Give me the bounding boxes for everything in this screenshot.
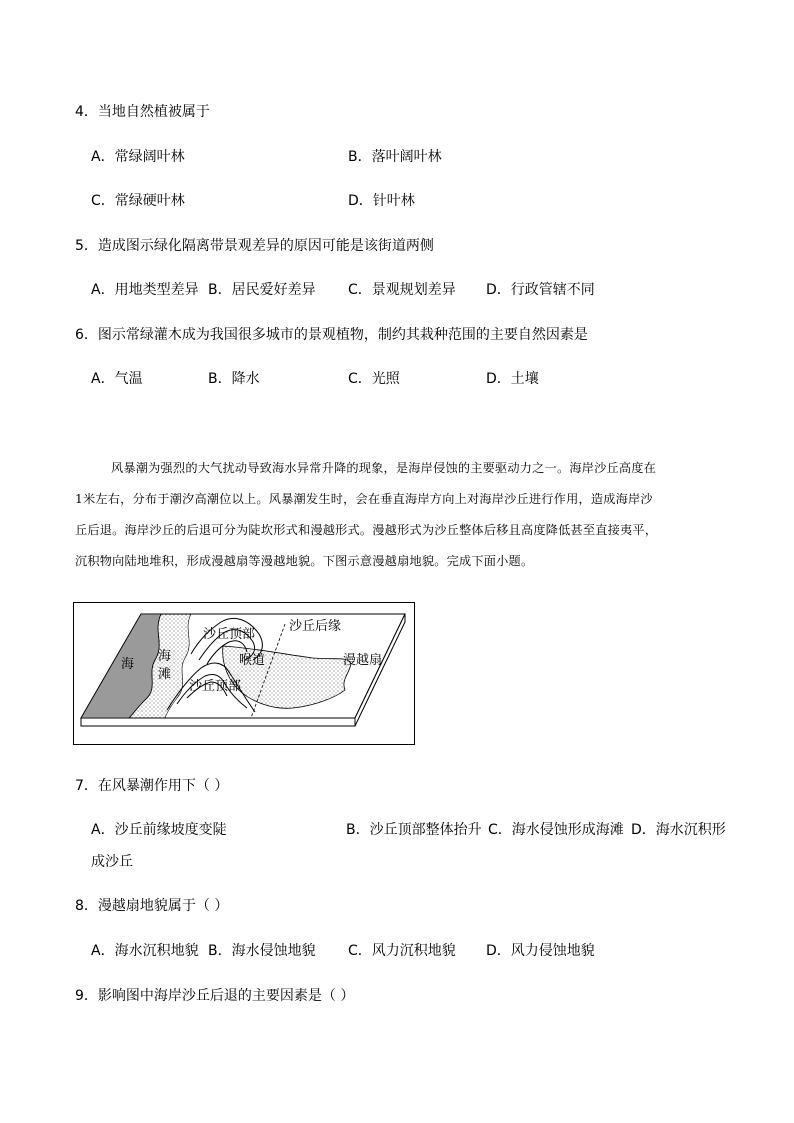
question-4-option-b: B．落叶阔叶林: [348, 149, 442, 165]
question-5-stem: 5．造成图示绿化隔离带景观差异的原因可能是该街道两侧: [75, 238, 434, 254]
label-dune-top-lower: 沙丘顶部: [189, 679, 242, 694]
question-5-option-d: D．行政管辖不同: [486, 282, 595, 298]
passage-line-1: 风暴潮为强烈的大气扰动导致海水异常升降的现象，是海岸侵蚀的主要驱动力之一。海岸沙丘高度在: [111, 461, 657, 475]
question-7-option-c: C．海水侵蚀形成海滩: [488, 822, 624, 838]
question-7-option-d-continued: 成沙丘: [91, 854, 133, 870]
question-4-option-c: C．常绿硬叶林: [91, 193, 185, 209]
label-sea: 海: [121, 657, 135, 672]
question-5-option-b: B．居民爱好差异: [208, 282, 316, 298]
passage-line-2: 1米左右，分布于潮汐高潮位以上。风暴潮发生时，会在垂直海岸方向上对海岸沙丘进行作用，造成海岸沙: [75, 492, 653, 506]
question-6-option-c: C．光照: [348, 371, 400, 387]
question-7-stem: 7．在风暴潮作用下（ ）: [75, 778, 229, 794]
question-6-stem: 6．图示常绿灌木成为我国很多城市的景观植物，制约其栽种范围的主要自然因素是: [75, 327, 588, 343]
question-7-option-d: D．海水沉积形: [631, 822, 726, 838]
passage-line-3: 丘后退。海岸沙丘的后退可分为陡坎形式和漫越形式。漫越形式为沙丘整体后移且高度降低甚至直接夷平，: [75, 523, 658, 537]
question-8-option-b: B．海水侵蚀地貌: [208, 943, 316, 959]
question-4-option-d: D．针叶林: [348, 193, 415, 209]
ground-slab-front: [81, 718, 355, 726]
question-4-stem: 4．当地自然植被属于: [75, 104, 210, 120]
label-dune-rear: 沙丘后缘: [289, 619, 342, 634]
question-8-option-c: C．风力沉积地貌: [348, 943, 456, 959]
label-beach-1: 海: [158, 649, 172, 664]
question-5-option-a: A．用地类型差异: [91, 282, 199, 298]
reading-passage: [75, 453, 725, 577]
overwash-fan-diagram: [73, 602, 415, 745]
question-7-option-b: B．沙丘顶部整体抬升: [346, 822, 482, 838]
label-beach-2: 滩: [158, 667, 172, 682]
question-8-stem: 8．漫越扇地貌属于（ ）: [75, 898, 229, 914]
label-overwash-fan: 漫越扇: [343, 653, 383, 668]
question-8-option-d: D．风力侵蚀地貌: [486, 943, 595, 959]
label-dune-top-upper: 沙丘顶部: [203, 627, 256, 642]
question-7-option-a: A．沙丘前缘坡度变陡: [91, 822, 227, 838]
question-6-option-b: B．降水: [208, 371, 260, 387]
question-4-option-a: A．常绿阔叶林: [91, 149, 185, 165]
question-5-option-c: C．景观规划差异: [348, 282, 456, 298]
question-8-option-a: A．海水沉积地貌: [91, 943, 199, 959]
question-6-option-a: A．气温: [91, 371, 143, 387]
label-channel: 喉道: [239, 653, 266, 668]
question-6-option-d: D．土壤: [486, 371, 539, 387]
passage-line-4: 沉积物向陆地堆积，形成漫越扇等漫越地貌。下图示意漫越扇地貌。完成下面小题。: [75, 554, 534, 568]
question-9-stem: 9．影响图中海岸沙丘后退的主要因素是（ ）: [75, 988, 355, 1004]
